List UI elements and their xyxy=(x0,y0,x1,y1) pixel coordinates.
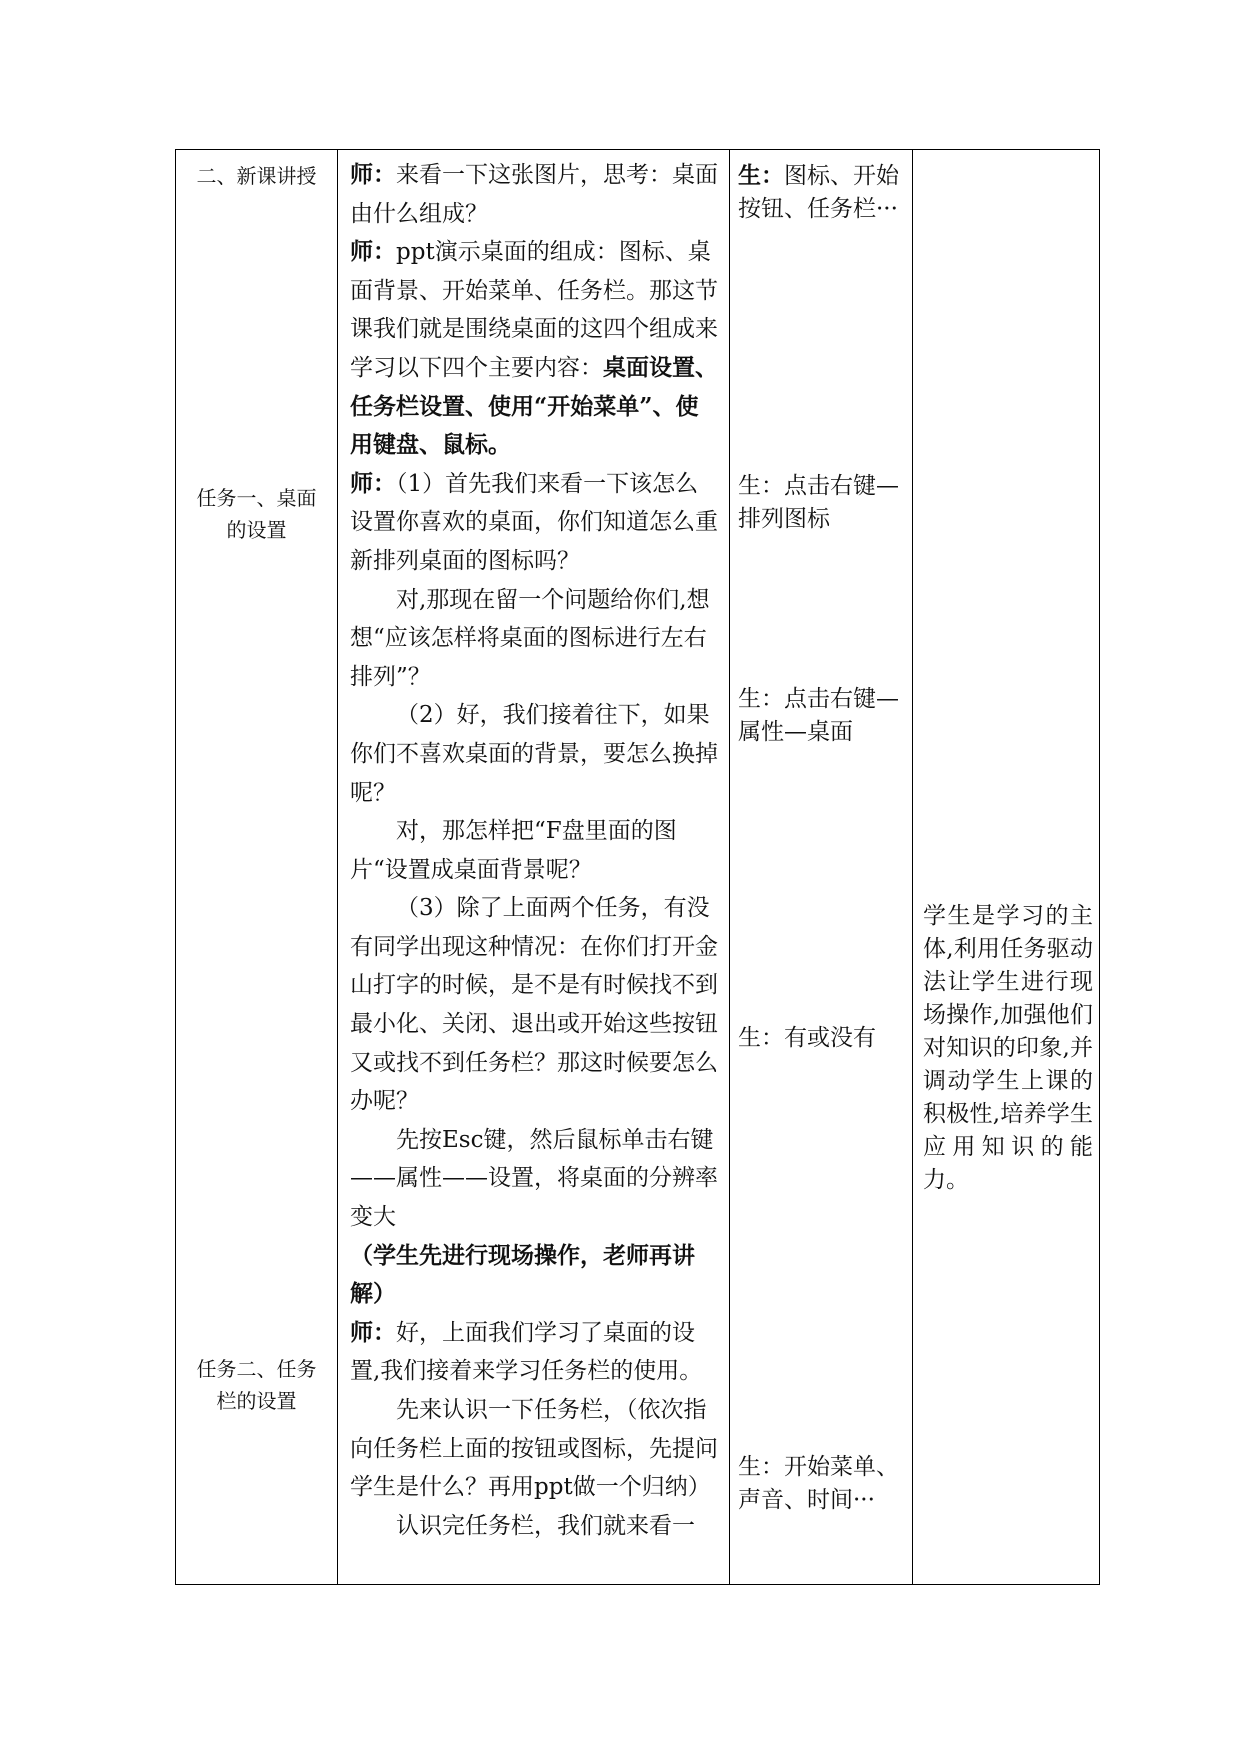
design-intent-text: 学生是学习的主体,利用任务驱动法让学生进行现场操作,加强他们对知识的印象,并调动学生上课的积极性,培养学生应用知识的能力。 xyxy=(923,903,1093,1193)
teacher-paragraph: 先按Esc键，然后鼠标单击右键——属性——设置，将桌面的分辨率变大 xyxy=(350,1126,718,1231)
speaker-label: 师： xyxy=(350,238,396,266)
teacher-paragraph: （2）好，我们接着往下，如果你们不喜欢桌面的背景，要怎么换掉呢？ xyxy=(350,702,718,806)
paragraph-text: 来看一下这张图片，思考：桌面由什么组成？ xyxy=(350,162,718,227)
teacher-paragraph xyxy=(350,465,719,581)
teacher-paragraph xyxy=(350,233,719,465)
teacher-note-bold: （学生先进行现场操作，老师再讲解） xyxy=(350,1241,695,1308)
student-activity-column xyxy=(729,150,912,1584)
student-answer: 生：有或没有 xyxy=(738,1025,876,1051)
teacher-paragraph xyxy=(350,1314,719,1391)
teacher-activity-column xyxy=(337,150,729,1584)
teacher-paragraph: 认识完任务栏，我们就来看一 xyxy=(396,1512,695,1539)
speaker-label: 师： xyxy=(350,161,396,188)
lesson-plan-table xyxy=(175,149,1100,1585)
student-answer: 生：点击右键—排列图标 xyxy=(738,473,899,532)
student-answer: 生：点击右键—属性—桌面 xyxy=(738,686,899,745)
student-answer: 生：开始菜单、声音、时间··· xyxy=(738,1454,899,1513)
stage-column xyxy=(176,150,337,1584)
teacher-paragraph: 对，那怎样把“F盘里面的图片“设置成桌面背景呢？ xyxy=(350,818,677,883)
paragraph-text: 好，上面我们学习了桌面的设置,我们接着来学习任务栏的使用。 xyxy=(350,1319,703,1385)
speaker-label: 师： xyxy=(350,1318,396,1346)
answer-text: 图标、开始按钮、任务栏··· xyxy=(738,163,899,222)
teacher-paragraph xyxy=(350,156,719,233)
task2-title: 任务二、任务栏的设置 xyxy=(196,1357,317,1413)
student-answer xyxy=(738,159,906,226)
teacher-paragraph: 先来认识一下任务栏，（依次指向任务栏上面的按钮或图标，先提问学生是什么？再用ppt做一个归纳） xyxy=(350,1397,718,1501)
speaker-label: 师： xyxy=(350,469,396,497)
paragraph-text: （1）首先我们来看一下该怎么设置你喜欢的桌面，你们知道怎么重新排列桌面的图标吗？ xyxy=(350,470,718,574)
design-intent-column xyxy=(912,150,1101,1584)
teacher-paragraph: （3）除了上面两个任务，有没有同学出现这种情况：在你们打开金山打字的时候，是不是有时候找不到最小化、关闭、退出或开始这些按钮又或找不到任务栏？那这时候要怎么办呢？ xyxy=(350,895,718,1115)
section-heading: 二、新课讲授 xyxy=(196,164,317,188)
task1-title: 任务一、桌面的设置 xyxy=(196,486,317,542)
speaker-label: 生： xyxy=(738,162,784,189)
teacher-paragraph: 对,那现在留一个问题给你们,想想“应该怎样将桌面的图标进行左右排列”？ xyxy=(350,586,710,690)
paragraph-text: ppt演示桌面的组成：图标、桌面背景、开始菜单、任务栏。那这节课我们就是围绕桌面的这四个组成来学习以下四个主要内容： xyxy=(350,239,718,381)
key-content-bold: 桌面设置、任务栏设置、使用“开始菜单”、使用键盘、鼠标。 xyxy=(350,353,718,459)
